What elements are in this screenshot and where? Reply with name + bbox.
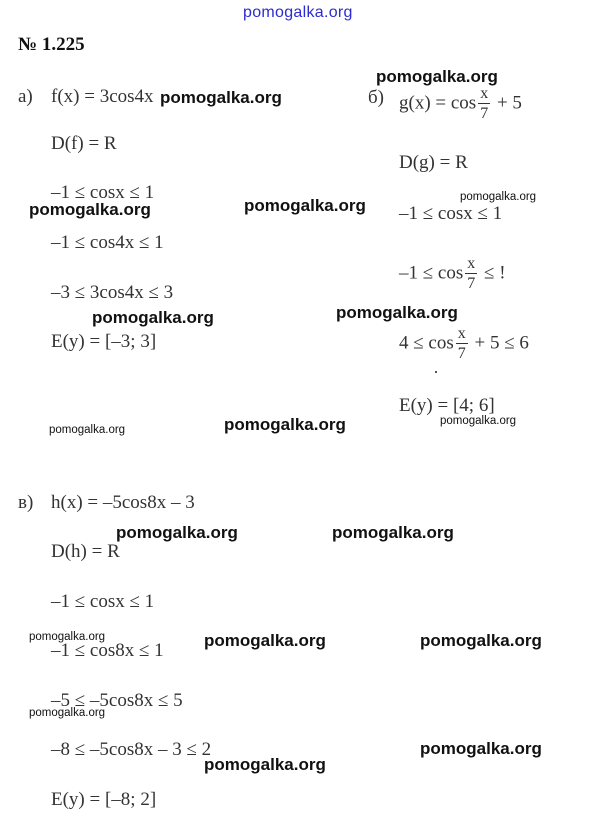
watermark: pomogalka.org <box>376 67 498 86</box>
part-a-step-1: –1 ≤ cosx ≤ 1 <box>51 182 155 203</box>
part-c-range: E(y) = [–8; 2] <box>51 789 157 810</box>
part-b-function-post: + 5 <box>496 92 522 114</box>
part-a-range: E(y) = [–3; 3] <box>51 331 157 352</box>
part-c-step-1: –1 ≤ cosx ≤ 1 <box>51 591 155 612</box>
watermark: pomogalka.org <box>92 308 214 327</box>
watermark: pomogalka.org <box>440 415 517 427</box>
fraction-denominator: 7 <box>480 105 489 122</box>
fraction-numerator: x <box>480 85 489 102</box>
part-b-step-2-post: ≤ ! <box>484 262 506 284</box>
fraction <box>478 86 490 122</box>
watermark: pomogalka.org <box>336 303 458 322</box>
watermark: pomogalka.org <box>420 739 542 758</box>
part-b-domain: D(g) = R <box>399 152 468 173</box>
part-a-step-2: –1 ≤ cos4x ≤ 1 <box>51 232 164 253</box>
watermark: pomogalka.org <box>29 200 151 219</box>
part-a-step-3: –3 ≤ 3cos4x ≤ 3 <box>51 282 174 303</box>
part-b-label: б) <box>368 87 384 108</box>
fraction-denominator: 7 <box>467 275 476 292</box>
part-c-step-3: –5 ≤ –5cos8x ≤ 5 <box>51 690 183 711</box>
part-b-step-3-post: + 5 ≤ 6 <box>474 332 529 354</box>
fraction-denominator: 7 <box>457 345 466 362</box>
part-c-function: h(x) = –5cos8x – 3 <box>51 492 195 513</box>
fraction-numerator: x <box>467 255 476 272</box>
part-a-label: а) <box>18 86 33 107</box>
part-b-function <box>399 86 522 122</box>
part-c-domain: D(h) = R <box>51 541 120 562</box>
part-c-step-2: –1 ≤ cos8x ≤ 1 <box>51 640 164 661</box>
watermark: pomogalka.org <box>224 415 346 434</box>
part-b-range: E(y) = [4; 6] <box>399 395 495 416</box>
watermark: pomogalka.org <box>204 755 326 774</box>
part-c-step-4: –8 ≤ –5cos8x – 3 ≤ 2 <box>51 739 212 760</box>
stray-dot <box>435 371 437 373</box>
site-header-watermark: pomogalka.org <box>243 4 353 21</box>
fraction-numerator: x <box>457 325 466 342</box>
part-b-step-2 <box>399 256 506 292</box>
part-b-function-pre: g(x) = cos <box>399 92 477 114</box>
part-a-domain: D(f) = R <box>51 133 117 154</box>
watermark: pomogalka.org <box>332 523 454 542</box>
watermark: pomogalka.org <box>29 707 106 719</box>
part-b-step-3 <box>399 326 529 362</box>
watermark: pomogalka.org <box>116 523 238 542</box>
watermark: pomogalka.org <box>460 191 537 203</box>
fraction <box>465 256 477 292</box>
part-c-label: в) <box>18 492 34 513</box>
watermark: pomogalka.org <box>49 424 126 436</box>
watermark: pomogalka.org <box>29 631 106 643</box>
part-a-function: f(x) = 3cos4x <box>51 86 154 107</box>
watermark: pomogalka.org <box>244 196 366 215</box>
problem-number: № 1.225 <box>18 34 85 55</box>
part-b-step-2-pre: –1 ≤ cos <box>399 262 464 284</box>
part-b-step-1: –1 ≤ cosx ≤ 1 <box>399 203 503 224</box>
part-b-step-3-pre: 4 ≤ cos <box>399 332 454 354</box>
watermark: pomogalka.org <box>420 631 542 650</box>
watermark: pomogalka.org <box>160 88 282 107</box>
watermark: pomogalka.org <box>204 631 326 650</box>
fraction <box>456 326 468 362</box>
